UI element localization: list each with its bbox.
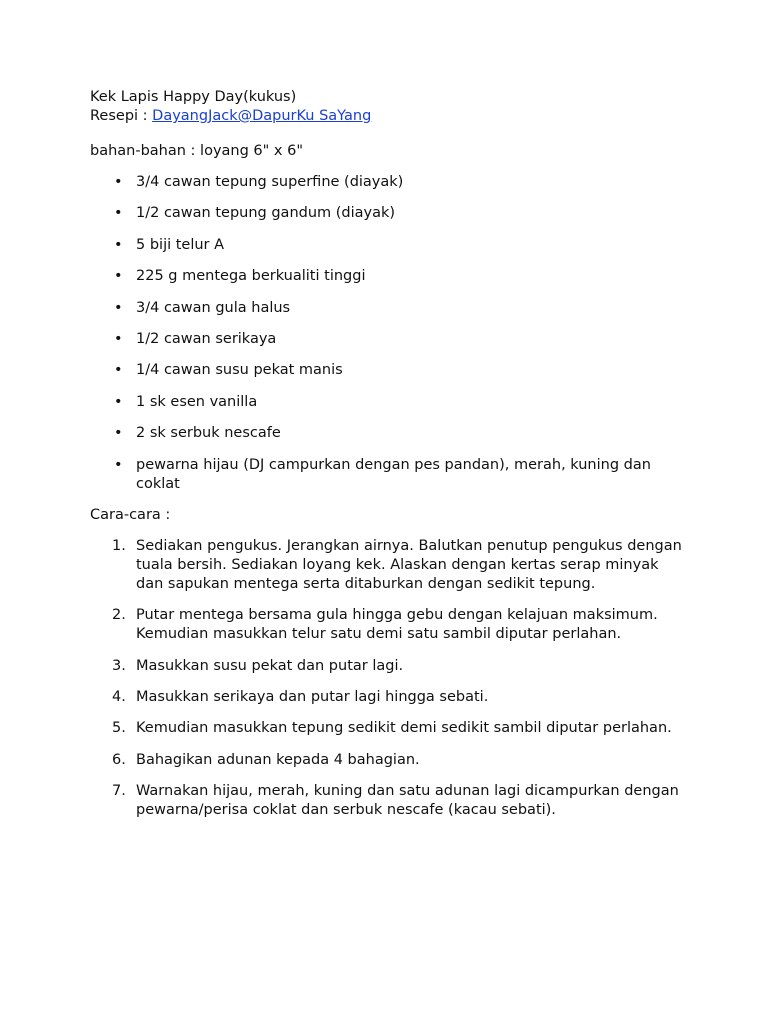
step-text: Sediakan pengukus. Jerangkan airnya. Balutkan penutup pengukus dengan tuala bersih. Sediakan loyang kek. Alaskan dengan kertas serap minyak dan sapukan mentega serta ditaburkan dengan sedikit tepung. [136, 537, 682, 592]
ingredient-text: 2 sk serbuk nescafe [136, 425, 281, 442]
step-number: 1. [112, 537, 126, 554]
ingredient-item [90, 267, 690, 286]
step-number: 3. [112, 657, 126, 674]
ingredient-text: 225 g mentega berkualiti tinggi [136, 268, 366, 285]
method-step [90, 719, 690, 738]
ingredient-text: 5 biji telur A [136, 236, 225, 253]
bullet-marker: • [114, 205, 123, 222]
bullet-marker: • [114, 456, 123, 473]
step-number: 6. [112, 751, 126, 768]
ingredients-list [90, 173, 690, 494]
ingredient-text: pewarna hijau (DJ campurkan dengan pes pandan), merah, kuning dan coklat [136, 456, 651, 492]
recipe-title: Kek Lapis Happy Day(kukus) [90, 89, 297, 105]
ingredient-text: 1/4 cawan susu pekat manis [136, 362, 343, 379]
bullet-marker: • [114, 393, 123, 410]
ingredient-item [90, 173, 690, 192]
step-number: 4. [112, 689, 126, 706]
method-step [90, 782, 690, 820]
ingredient-item [90, 361, 690, 380]
ingredients-heading: bahan-bahan : loyang 6" x 6" [90, 143, 304, 159]
recipe-credit [90, 107, 690, 126]
ingredient-text: 1/2 cawan serikaya [136, 330, 277, 347]
method-step [90, 606, 690, 644]
bullet-marker: • [114, 236, 123, 253]
recipe-author-link[interactable]: DayangJack@DapurKu SaYang [152, 108, 372, 124]
step-text: Warnakan hijau, merah, kuning dan satu adunan lagi dicampurkan dengan pewarna/perisa coklat dan serbuk nescafe (kacau sebati). [136, 783, 679, 819]
ingredient-item [90, 236, 690, 255]
ingredient-item [90, 456, 690, 494]
method-step [90, 688, 690, 707]
step-text: Putar mentega bersama gula hingga gebu dengan kelajuan maksimum. Kemudian masukkan telur satu demi satu sambil diputar perlahan. [136, 607, 658, 643]
ingredient-text: 1 sk esen vanilla [136, 393, 258, 410]
bullet-marker: • [114, 425, 123, 442]
bullet-marker: • [114, 330, 123, 347]
bullet-marker: • [114, 362, 123, 379]
ingredient-item [90, 330, 690, 349]
ingredient-item [90, 424, 690, 443]
step-number: 7. [112, 783, 126, 800]
document-page [90, 88, 690, 833]
bullet-marker: • [114, 174, 123, 190]
step-text: Bahagikan adunan kepada 4 bahagian. [136, 751, 420, 768]
ingredient-item [90, 299, 690, 318]
ingredient-text: 3/4 cawan gula halus [136, 299, 291, 316]
method-step [90, 657, 690, 676]
ingredient-item [90, 204, 690, 223]
method-heading: Cara-cara : [90, 506, 171, 523]
step-number: 5. [112, 720, 126, 737]
step-text: Masukkan serikaya dan putar lagi hingga sebati. [136, 689, 489, 706]
method-steps-list [90, 537, 690, 820]
method-step [90, 751, 690, 770]
step-number: 2. [112, 607, 126, 624]
ingredient-item [90, 393, 690, 412]
bullet-marker: • [114, 299, 123, 316]
method-step [90, 537, 690, 594]
step-text: Kemudian masukkan tepung sedikit demi sedikit sambil diputar perlahan. [136, 720, 672, 737]
recipe-credit-prefix: Resepi : [90, 108, 153, 124]
bullet-marker: • [114, 268, 123, 285]
ingredient-text: 1/2 cawan tepung gandum (diayak) [136, 205, 396, 222]
step-text: Masukkan susu pekat dan putar lagi. [136, 657, 404, 674]
ingredient-text: 3/4 cawan tepung superfine (diayak) [136, 174, 404, 190]
